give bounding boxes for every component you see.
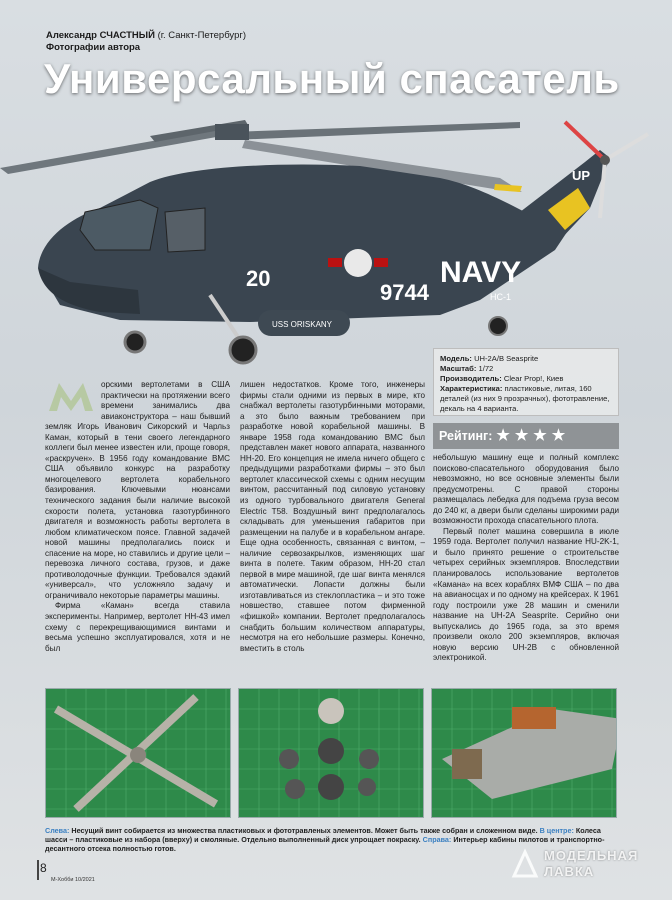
watermark (508, 844, 658, 889)
insignia-bar-right (374, 258, 388, 267)
watermark-logo-icon (508, 848, 542, 882)
dropcap-m-icon (45, 381, 97, 413)
insignia-star (344, 249, 372, 277)
caption-center-label: В центре: (539, 826, 574, 835)
helicopter-illustration (0, 100, 672, 370)
rotor-blade-left (0, 130, 222, 174)
tail-rotor-hub (600, 155, 610, 165)
col2-paragraph-1: лишен недостатков. Кроме того, инженеры фирмы стали одними из первых в мире, кто снабжал вертолеты газотурбинными моторами, а это было важным требованием при разработке новой корабельной машины. В январе 1958 года командованию ВМС был представлен макет нового аппарата, названного HH-20. Его концепция не имела ничего общего с предыдущими разработками фирмы – это был вертолет классической схемы с одним несущим винтом, рассчитанный под силовую установку из одного турбовального двигателя General Electric T58. Воздушный винт предполагалось складывать для уменьшения габаритов при размещении на палубе и в корабельном ангаре. Еще одна особенность, связанная с винтом, – наличие сервозакрылков, изменяющих шаг винта в полете. Таким образом, HH-20 стал первой в мире машиной, где шаг винта менялся автоматически. Лопасти должны были изготавливаться из стеклопластика – и это тоже новшество, ставшее потом фирменной «фишкой» компании. Вертолет предполагалось снабдить большим количеством аппаратуры, несмотря на его небольшие размеры. Конечно, вместить в столь (240, 380, 425, 653)
insignia-bar-left (328, 258, 342, 267)
spec-scale: 1/72 (478, 364, 494, 373)
tail-mark: HC-1 (490, 292, 512, 302)
caption-left-label: Слева: (45, 826, 70, 835)
spec-scale-label: Масштаб: (440, 364, 477, 373)
helicopter-photo (0, 100, 672, 370)
author-name: Александр СЧАСТНЫЙ (46, 30, 155, 41)
blade-tip-yellow (494, 184, 522, 192)
spec-chars: пластиковые, литая, 160 деталей (из них 9 прозрачных), фототравление, декаль на 4 варианта. (440, 384, 610, 413)
side-window (165, 208, 205, 252)
photo-credit: Фотографии автора (46, 42, 141, 53)
photo-interior (431, 688, 617, 818)
interior-illustration (432, 689, 617, 818)
watermark-line-2: ЛАВКА (544, 864, 595, 879)
rating-label: Рейтинг: (439, 429, 493, 443)
tail-rotor-blade-2 (605, 134, 648, 160)
tail-code: UP (572, 168, 591, 183)
rotor-assembly-illustration (46, 689, 231, 818)
caption-center: Колеса шасси – пластиковые из набора (вверху) и смоляные. Отдельно выполненный диск упрощает покраску. (45, 826, 601, 844)
col1-paragraph-1: орскими вертолетами в США практически на протяжении всего времени занимались два авиаконструктора – наш бывший земляк Игорь Иванович Сикорский и Чарльз Каман, который в тени своего легендарного коллеги был менее известен или, проще говоря, «раскручен». В 1956 году командование ВМС США объявило конкурс на разработку многоцелевого вертолета корабельного базирования. Ключевыми нюансами технического задания были наличие высокой скорости полета, установка газотурбинного двигателя и возможность работы вертолета в любом климатическом поясе. Главной задачей новой машины предполагались поиск и спасение на море, но ставились и другие цели – перевозка личного состава, грузов, и даже противолодочные функции. Требовался эдакий «универсал», что усложняло задачу и ограничивало некоторые параметры машины. (45, 380, 230, 600)
text-column-2 (240, 380, 425, 654)
spec-model: UH-2A/B Seasprite (474, 354, 539, 363)
text-column-1 (45, 380, 230, 654)
side-number: 20 (246, 266, 271, 291)
page-number-bar (37, 860, 39, 880)
cockpit-glazing (80, 200, 158, 250)
caption-right: Интерьер кабины пилотов и транспортно-десантного отсека полностью готов. (45, 835, 605, 853)
spec-model-label: Модель: (440, 354, 472, 363)
page-number: 8 (40, 861, 47, 875)
ship-name: USS ORISKANY (272, 320, 333, 329)
photo-strip (45, 688, 625, 818)
watermark-text (544, 848, 638, 880)
photo-wheels (238, 688, 424, 818)
paragraph (45, 380, 230, 601)
rating-bar (433, 423, 619, 449)
col1-paragraph-2: Фирма «Каман» всегда ставила эксперименты. Например, вертолет HH-43 имел схему с перекрещивающимися винтами и весьма успешно эксплуатировался, хотя и не был (45, 601, 230, 653)
spec-chars-label: Характеристика: (440, 384, 503, 393)
spec-maker: Clear Prop!, Киев (503, 374, 564, 383)
main-wheel (230, 337, 256, 363)
text-column-3 (433, 453, 619, 664)
rotor-blade-right (230, 122, 520, 140)
col3-paragraph-2: Первый полет машина совершила в июле 1959 года. Вертолет получил название HU-2K-1, и было принято решение о строительстве четырех серийных экземпляров. Впоследствии планировалось использование вертолетов «Камана» на всех кораблях ВМФ США – по два на авианосцах и по одному на крейсерах. К 1961 году построили уже 28 машин и сменили название на UH-2A Seasprite. Серийно они выпускались до 1965 года, за это время произвели около 200 экземпляров, включая новую версию UH-2B с обновленной электроникой. (433, 526, 619, 663)
col3-paragraph-1: небольшую машину еще и полный комплекс поисково-спасательного оборудования было невозможно, но все основные элементы были предусмотрены. С правой стороны размещалась лебедка для подъема груза весом до 240 кг, а двери были сделаны широкими ради возможности прохода спасательного плота. (433, 453, 619, 526)
tail-wheel (489, 317, 507, 335)
photo-rotor-assembly (45, 688, 231, 818)
rotor-hub (215, 124, 249, 140)
byline (46, 30, 246, 54)
tail-rotor-blade-1 (565, 122, 605, 160)
spec-maker-label: Производитель: (440, 374, 502, 383)
author-city: (г. Санкт-Петербург) (157, 30, 246, 41)
serial-number: 9744 (380, 280, 429, 305)
navy-marking: NAVY (440, 256, 522, 289)
journal-name: М-Хобби 10/2021 (51, 877, 95, 883)
caption-right-label: Справа: (422, 835, 452, 844)
article-title: Универсальный спасатель (44, 55, 620, 102)
watermark-line-1: МОДЕЛЬНАЯ (544, 848, 639, 863)
rating-stars: ★★★★ (496, 427, 571, 444)
spec-box (433, 348, 619, 416)
caption-left: Несущий винт собирается из множества пластиковых и фототравленых элементов. Может быть также собран и сложенном виде. (71, 826, 538, 835)
wheels-illustration (239, 689, 424, 818)
nose-wheel (125, 332, 145, 352)
